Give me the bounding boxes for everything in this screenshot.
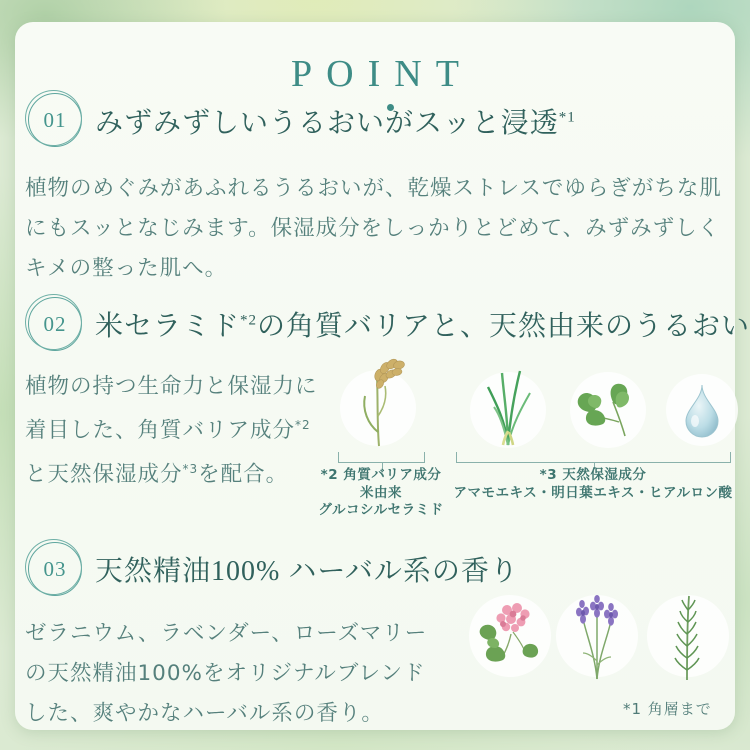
point-03-heading-text: 天然精油100% ハーバル系の香り: [95, 556, 519, 587]
point-02-heading-text: の角質バリアと、天然由来のうるおい: [257, 311, 750, 342]
point-01-badge: [28, 93, 82, 147]
ingredient-label-line: アマモエキス・明日葉エキス・ヒアルロン酸: [453, 484, 733, 501]
eelgrass-circle: [470, 372, 546, 448]
point-01-body-line: 植物のめぐみがあふれるうるおいが、乾燥ストレスでゆらぎがちな肌: [25, 176, 722, 201]
point-02-body-sup: *2: [295, 418, 311, 432]
eelgrass-icon: [479, 361, 537, 449]
water-drop-icon: [680, 381, 724, 439]
point-01-heading-text: みずみずしいうるおいがスッと浸透: [95, 108, 559, 139]
ashitaba-circle: [570, 372, 646, 448]
point-02-body-line: 植物の持つ生命力と保湿力に: [25, 374, 318, 399]
water-drop-circle: [666, 374, 738, 446]
point-02-body-sup: *3: [182, 462, 199, 477]
point-03-body-line: した、爽やかなハーバル系の香り。: [25, 701, 384, 726]
rice-plant-icon: [349, 354, 407, 448]
point-01-body-line: にもスッとなじみます。保湿成分をしっかりとどめて、みずみずしく: [25, 216, 721, 241]
point-03-body-line: の天然精油100%をオリジナルブレンド: [25, 661, 426, 686]
ingredient-label-line: 米由来: [360, 484, 402, 501]
point-03-body-line: ゼラニウム、ラベンダー、ローズマリー: [25, 621, 428, 646]
point-02-heading-sup: *2: [240, 312, 258, 329]
footnote: *1 角層まで: [623, 700, 712, 718]
point-02-body-text: 着目した、角質バリア成分: [25, 418, 296, 444]
rice-plant-circle: [340, 370, 416, 446]
bracket-left: [338, 452, 425, 463]
point-02-body-line: [25, 406, 318, 450]
point-03-body: [25, 614, 427, 734]
point-02-body-line: [25, 450, 318, 494]
point-03-heading: [95, 549, 519, 589]
lavender-circle: [556, 595, 638, 677]
point-01-body-line: キメの整った肌へ。: [25, 256, 228, 281]
ingredient-label-line: *3 天然保湿成分: [539, 467, 647, 483]
geranium-icon: [473, 594, 547, 678]
point-02-number: 02: [43, 311, 67, 336]
page-title: POINT: [291, 53, 473, 95]
point-02-heading-text: 米セラミド: [95, 311, 241, 342]
point-02-body: [25, 368, 318, 494]
point-02-badge: [28, 297, 82, 351]
point-02-body-text: を配合。: [198, 462, 289, 488]
ingredient-label-left: [288, 467, 474, 520]
rosemary-circle: [647, 595, 729, 677]
point-01-heading-sup: *1: [558, 109, 576, 126]
ashitaba-leaf-icon: [573, 378, 643, 442]
content-card: [15, 22, 750, 730]
ingredient-label-line: *2 角質バリア成分: [320, 467, 442, 483]
geranium-circle: [469, 595, 551, 677]
bracket-right: [456, 452, 731, 463]
point-01-body: [25, 169, 722, 289]
point-01-heading: [95, 101, 576, 141]
point-01-number: 01: [43, 107, 67, 132]
ingredient-label-right: [448, 467, 738, 502]
point-03-number: 03: [43, 556, 67, 581]
point-02-body-text: と天然保湿成分: [25, 462, 183, 488]
rosemary-icon: [667, 590, 709, 682]
lavender-icon: [565, 591, 629, 681]
point-03-badge: [28, 542, 82, 596]
ingredient-label-line: グルコシルセラミド: [318, 502, 444, 518]
point-02-heading: [95, 304, 750, 344]
